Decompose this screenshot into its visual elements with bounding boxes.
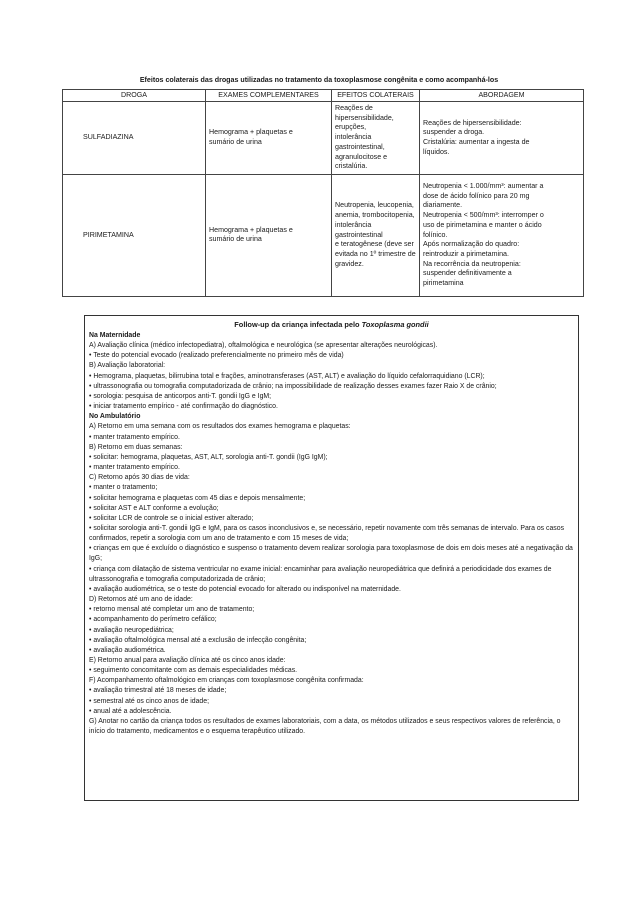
followup-line: • solicitar sorologia anti-T. gondii IgG e IgM, para os casos inconclusivos e, se necessário, repetir novamente com três semanas de intervalo. Para os casos confirmados, repetir a sorologia com um ano de tratamento e com 15 meses de vida; [89, 524, 565, 543]
exams-line: Hemograma + plaquetas e [209, 128, 293, 137]
followup-line: B) Retorno em duas semanas: [89, 443, 183, 451]
drug-name: SULFADIAZINA [63, 102, 206, 175]
effects-line: evitada no 1º trimestre de [335, 249, 416, 258]
effects-line: e teratogênese (deve ser [335, 240, 414, 249]
approach-line: diariamente. [423, 201, 463, 210]
followup-line: • avaliação oftalmológica mensal até a exclusão de infecção congênita; [89, 636, 307, 644]
approach-line: dose de ácido folínico para 20 mg [423, 191, 530, 200]
approach-line: líquidos. [423, 147, 450, 156]
followup-line: • manter tratamento empírico. [89, 433, 180, 441]
drug-side-effects-table [62, 89, 584, 297]
approach-line: Cristalúria: aumentar a ingesta de [423, 137, 530, 146]
followup-line: • ultrassonografia ou tomografia computadorizada de crânio; na impossibilidade de realização desses exames fazer Raio X de crânio; [89, 382, 497, 390]
followup-line: A) Avaliação clínica (médico infectopediatra), oftalmológica e neurológica (se apresentar alterações neurológicas). [89, 342, 438, 350]
effects-line: anemia, trombocitopenia, [335, 211, 415, 220]
table-header-row [63, 90, 584, 102]
followup-line: D) Retornos até um ano de idade: [89, 596, 193, 604]
drug-name: PIRIMETAMINA [63, 174, 206, 296]
followup-line: E) Retorno anual para avaliação clínica até os cinco anos idade: [89, 657, 286, 664]
approach-line: reintroduzir a pirimetamina. [423, 249, 509, 258]
approach-line: pirimetamina [423, 279, 464, 288]
followup-line: • iniciar tratamento empírico - até confirmação do diagnóstico. [89, 403, 278, 411]
exams-line: sumário de urina [209, 137, 262, 146]
effects-line: gravidez. [335, 259, 364, 268]
followup-line: • solicitar AST e ALT conforme a evolução; [89, 504, 219, 512]
followup-line: • avaliação audiométrica. [89, 646, 166, 654]
effects-line: intolerância gastrointestinal, [335, 133, 385, 151]
followup-line: • solicitar: hemograma, plaquetas, AST, ALT, sorologia anti-T. gondii (IgG IgM); [89, 453, 328, 461]
approach-line: suspender a droga. [423, 128, 485, 137]
followup-line: • criança com dilatação de sistema ventricular no exame inicial: encaminhar para avaliação neuropediátrica que definirá a periodicidade dos exames de ultrassonografia e tomografia computadorizada de crânio; [89, 565, 552, 583]
approach-line: Neutropenia < 500/mm³: interromper o [423, 211, 544, 220]
followup-line: • avaliação neuropediátrica; [89, 626, 174, 634]
followup-line: F) Acompanhamento oftalmológico em crianças com toxoplasmose congênita confirmada: [89, 677, 364, 685]
cell-exams [206, 174, 332, 296]
approach-line: folínico. [423, 230, 448, 239]
header-approach: ABORDAGEM [420, 90, 584, 102]
header-effects: EFEITOS COLATERAIS [332, 90, 420, 102]
header-exams: EXAMES COMPLEMENTARES [206, 90, 332, 102]
section-heading: Na Maternidade [89, 332, 141, 339]
approach-line: Reações de hipersensibilidade: [423, 118, 522, 127]
followup-line: • retorno mensal até completar um ano de tratamento; [89, 606, 255, 614]
followup-line: • manter tratamento empírico. [89, 464, 180, 472]
followup-box [84, 315, 579, 801]
cell-exams [206, 102, 332, 175]
followup-line: • sorologia: pesquisa de anticorpos anti-T. gondii IgG e IgM; [89, 392, 272, 400]
effects-line: agranulocitose e cristalúria. [335, 152, 388, 171]
table-row [63, 174, 584, 296]
followup-line: G) Anotar no cartão da criança todos os resultados de exames laboratoriais, com a data, os métodos utilizados e seus respectivos valores de referência, o início do tratamento, medicamentos e o esquema terapêutico utilizado. [89, 717, 561, 736]
effects-line: intolerância gastrointestinal [335, 220, 383, 239]
cell-effects [332, 102, 420, 175]
followup-line: • Hemograma, plaquetas, bilirrubina total e frações, aminotransferases (AST, ALT) e avaliação do líquido cefalorraquidiano (LCR); [89, 372, 485, 380]
followup-line: • avaliação audiométrica, se o teste do potencial evocado for alterado ou indisponível na maternidade. [89, 585, 401, 593]
exams-line: sumário de urina [209, 235, 262, 244]
followup-line: • solicitar LCR de controle se o inicial estiver alterado; [89, 514, 254, 522]
approach-line: Após normalização do quadro: [423, 240, 520, 249]
approach-line: uso de pirimetamina e manter o ácido [423, 220, 542, 229]
section-heading: No Ambulatório [89, 413, 141, 421]
followup-line: A) Retorno em uma semana com os resultados dos exames hemograma e plaquetas: [89, 423, 351, 431]
cell-approach [420, 174, 584, 296]
exams-line: Hemograma + plaquetas e [209, 225, 293, 234]
followup-title-text: Follow-up da criança infectada pelo [234, 320, 362, 329]
followup-line: C) Retorno após 30 dias de vida: [89, 474, 190, 482]
followup-line: • seguimento concomitante com as demais especialidades médicas. [89, 667, 298, 675]
followup-line: B) Avaliação laboratorial: [89, 362, 166, 370]
followup-line: • avaliação trimestral até 18 meses de idade; [89, 687, 227, 695]
followup-title-organism: Toxoplasma gondii [361, 320, 429, 329]
page-title: Efeitos colaterais das drogas utilizadas no tratamento da toxoplasmose congênita e como acompanhá-los [139, 76, 499, 84]
effects-line: hipersensibilidade, erupções, [335, 113, 394, 132]
header-drug: DROGA [63, 90, 206, 102]
approach-line: Neutropenia < 1.000/mm³: aumentar a [423, 182, 544, 191]
followup-title [85, 320, 578, 330]
effects-line: Reações de [335, 104, 373, 112]
approach-line: Na recorrência da neutropenia: [423, 259, 521, 268]
table-row [63, 102, 584, 175]
followup-line: • solicitar hemograma e plaquetas com 45 dias e depois mensalmente; [89, 494, 306, 502]
effects-line: Neutropenia, leucopenia, [335, 201, 414, 210]
followup-line: • crianças em que é excluído o diagnóstico e suspenso o tratamento devem realizar sorologia para toxoplasmose de dois em dois meses até a negativação da IgG; [89, 545, 573, 563]
followup-line: • semestral até os cinco anos de idade; [89, 697, 210, 705]
followup-line: • acompanhamento do perímetro cefálico; [89, 616, 217, 624]
followup-line: • manter o tratamento; [89, 484, 158, 492]
cell-effects [332, 174, 420, 296]
approach-line: suspender definitivamente a [423, 269, 512, 278]
followup-line: • Teste do potencial evocado (realizado preferencialmente no primeiro mês de vida) [89, 352, 344, 360]
cell-approach [420, 102, 584, 175]
followup-body [89, 331, 574, 737]
followup-line: • anual até a adolescência. [89, 707, 172, 715]
